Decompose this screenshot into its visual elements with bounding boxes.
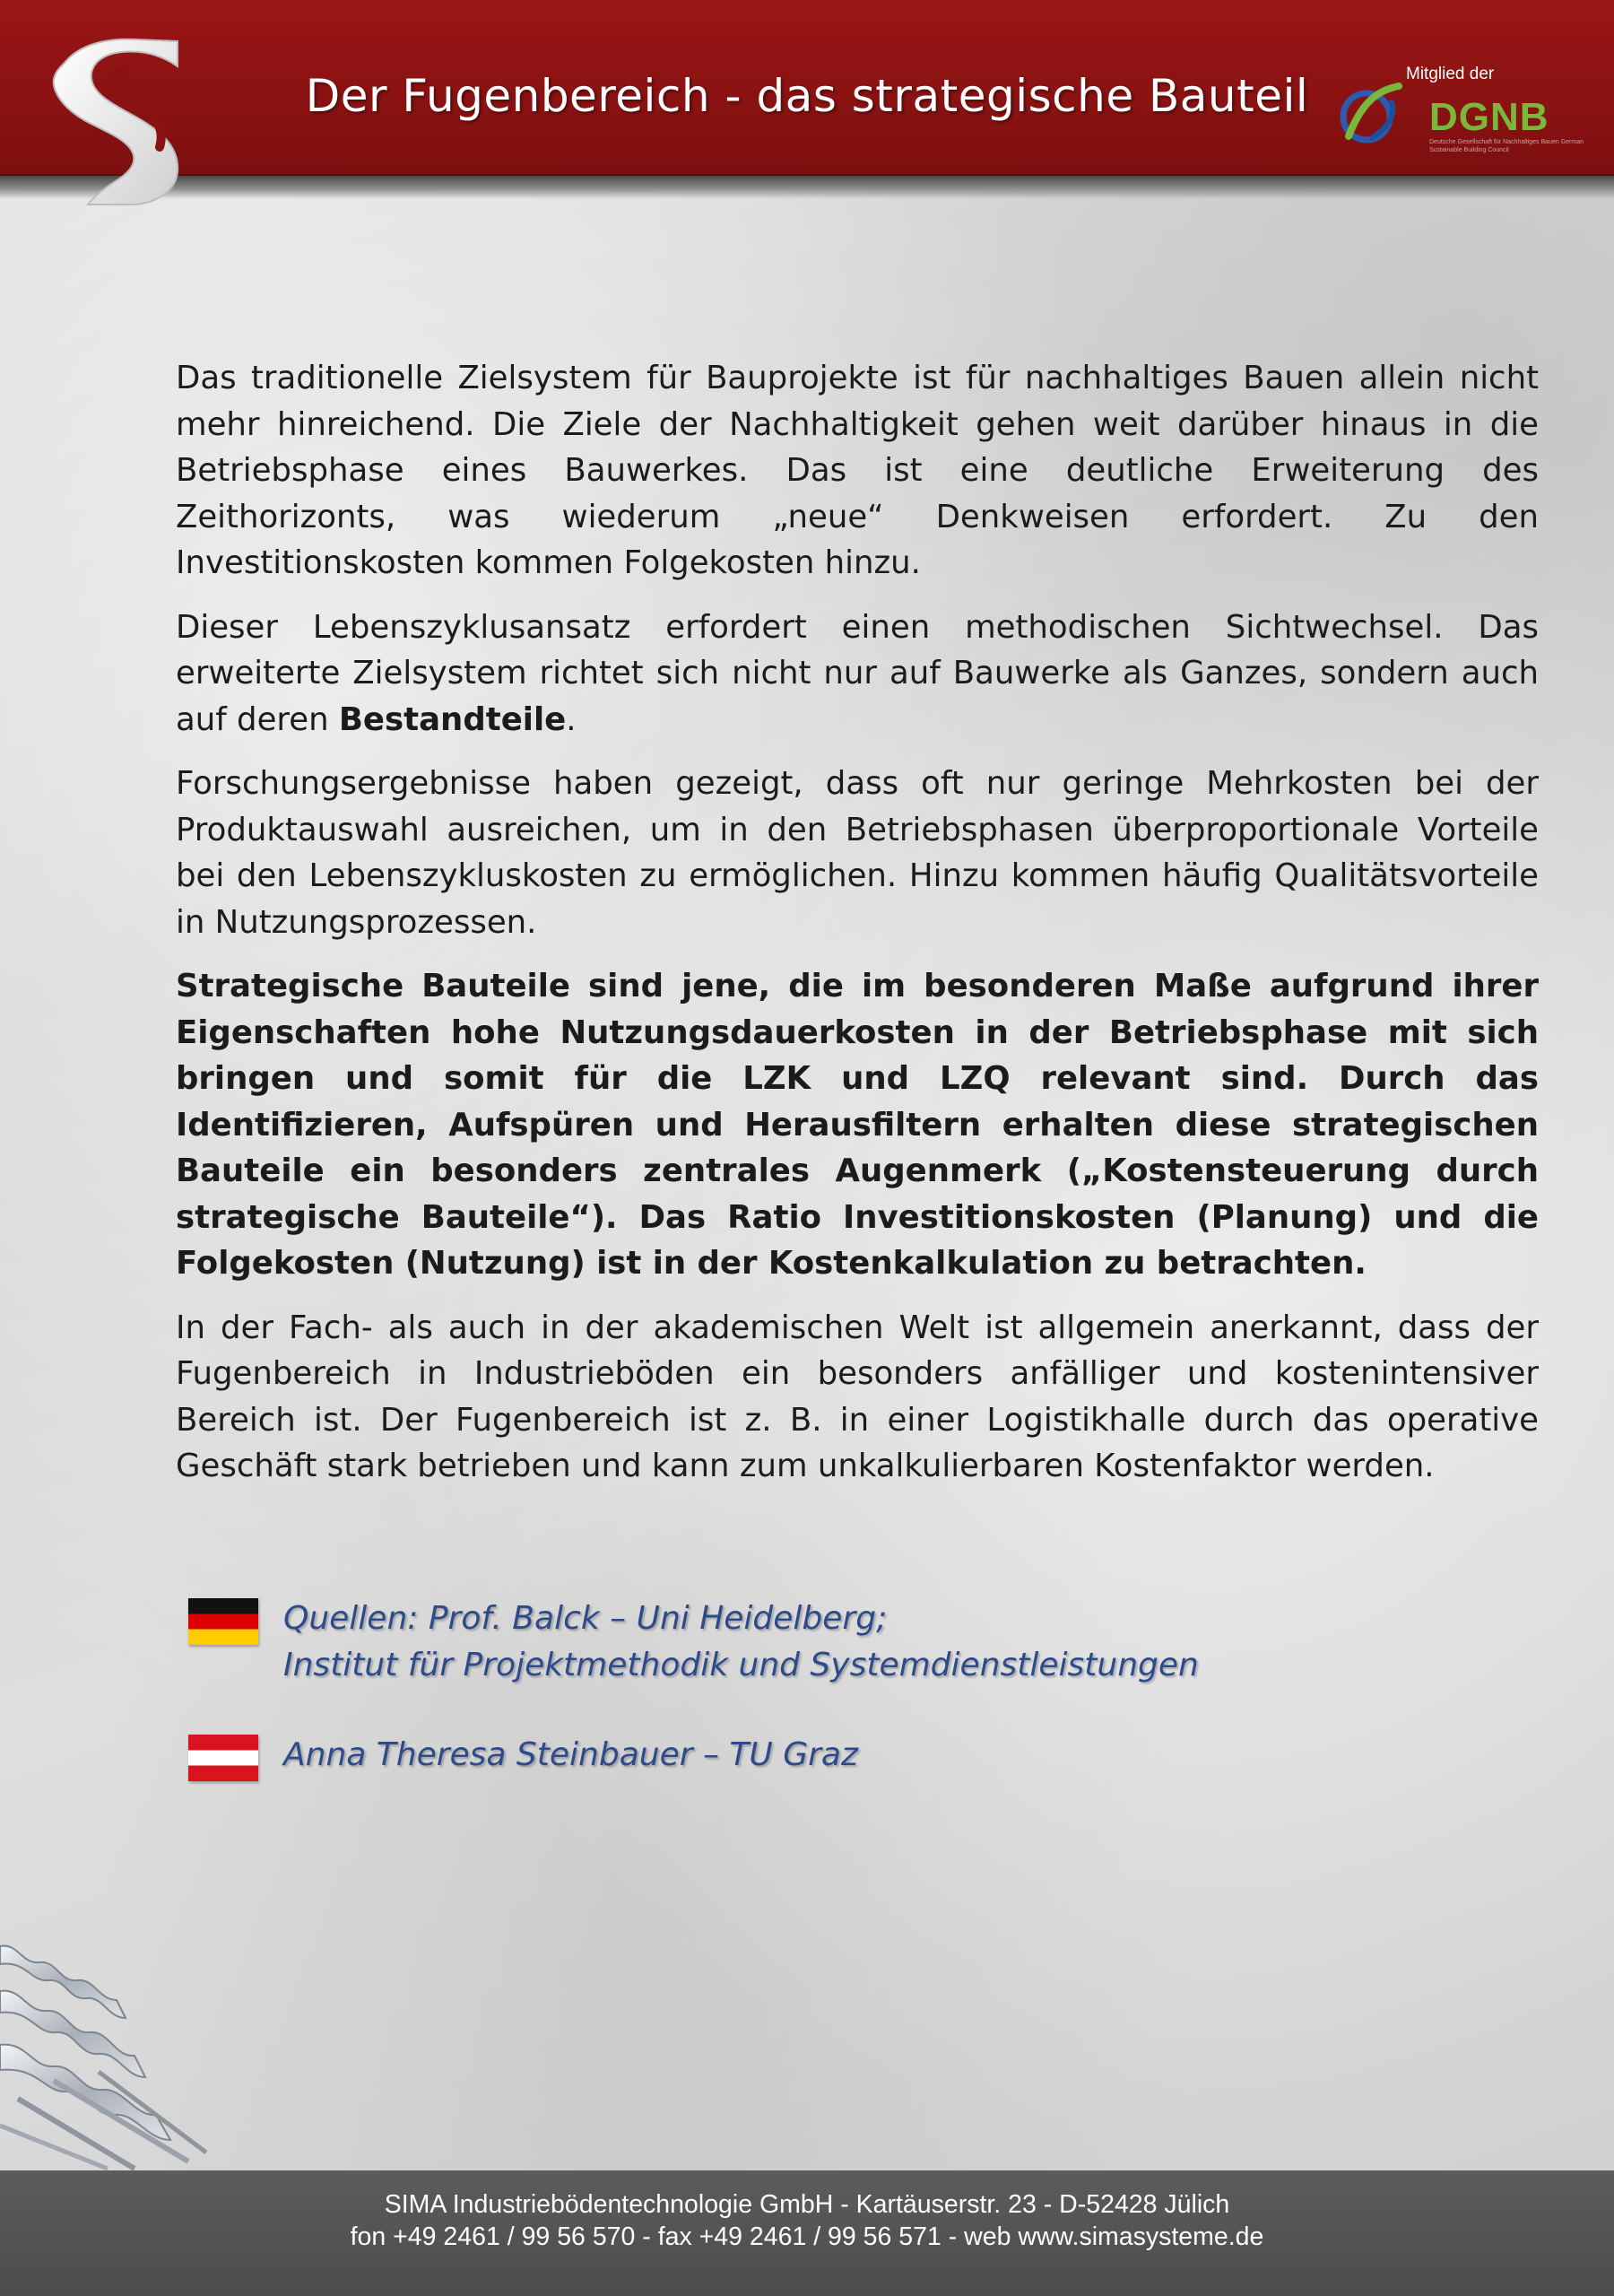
footer-address: SIMA Industriebödentechnologie GmbH - Kartäuserstr. 23 - D-52428 Jülich — [384, 2190, 1230, 2219]
paragraph-1: Das traditionelle Zielsystem für Bauprojekte ist für nachhaltiges Bauen allein nicht mehr hinreichend. Die Ziele der Nachhaltigkeit gehen weit darüber hinaus in die Betriebsphase eines Bauwerkes. Das ist eine deutliche Erweiterung des Zeithorizonts, was wiederum „neue“ Denkweisen erfordert. Zu den Investitionskosten kommen Folgekosten hinzu. — [176, 360, 1539, 581]
paragraph-2 — [176, 604, 1539, 744]
dgnb-member-label: Mitglied der — [1406, 65, 1495, 83]
page-title: Der Fugenbereich - das strategische Bauteil — [305, 70, 1309, 122]
main-text — [176, 355, 1539, 1508]
paragraph-3: Forschungsergebnisse haben gezeigt, dass oft nur geringe Mehrkosten bei der Produktauswahl ausreichen, um in den Betriebsphasen überproportionale Vorteile bei den Lebenszykluskosten zu ermöglichen. Hinzu kommen häufig Qualitätsvorteile in Nutzungsprozessen. — [176, 765, 1539, 941]
austrian-flag-icon — [188, 1735, 258, 1781]
paragraph-2-bold: Bestandteile — [338, 700, 567, 738]
header-shadow — [0, 176, 1614, 199]
paragraph-5: In der Fach- als auch in der akademischen Welt ist allgemein anerkannt, dass der Fugenbereich in Industrieböden ein besonders anfälliger und kostenintensiver Bereich ist. Der Fugenbereich ist z. B. in einer Logistikhalle durch das operative Geschäft stark betrieben und kann zum unkalkulierbaren Kostenfaktor werden. — [176, 1309, 1539, 1484]
footer-contact: fon +49 2461 / 99 56 570 - fax +49 2461 / 99 56 571 - web www.simasysteme.de — [350, 2222, 1264, 2251]
source-de-line-1: Quellen: Prof. Balck – Uni Heidelberg; — [283, 1600, 888, 1637]
german-flag-icon — [188, 1598, 258, 1645]
paragraph-2-text: Dieser Lebenszyklusansatz erfordert einen methodischen Sichtwechsel. Das erweiterte Zielsystem richtet sich nicht nur auf Bauwerke als Ganzes, sondern auch auf deren — [176, 608, 1539, 738]
footer — [0, 2170, 1614, 2296]
sima-s-logo — [47, 36, 187, 206]
joint-profiles-image — [0, 1937, 251, 2170]
paragraph-4: Strategische Bauteile sind jene, die im besonderen Maße aufgrund ihrer Eigenschaften hohe Nutzungsdauerkosten in der Betriebsphase mit sich bringen und somit für die LZK und LZQ relevant sind. Durch das Identifizieren, Aufspüren und Herausfiltern erhalten diese strategischen Bauteile ein besonders zentrales Augenmerk („Kostensteuerung durch strategische Bauteile“). Das Ratio Investitionskosten (Planung) und die Folgekosten (Nutzung) ist in der Kostenkalkulation zu betrachten. — [176, 968, 1539, 1282]
source-at-line: Anna Theresa Steinbauer – TU Graz — [283, 1736, 858, 1773]
dgnb-name: DGNB — [1429, 95, 1549, 139]
paragraph-2-end: . — [566, 700, 577, 738]
source-de-line-2: Institut für Projektmethodik und Systemdienstleistungen — [283, 1647, 1199, 1683]
dgnb-subtitle: Deutsche Gesellschaft für Nachhaltiges Bauen German Sustainable Building Council — [1429, 139, 1584, 153]
